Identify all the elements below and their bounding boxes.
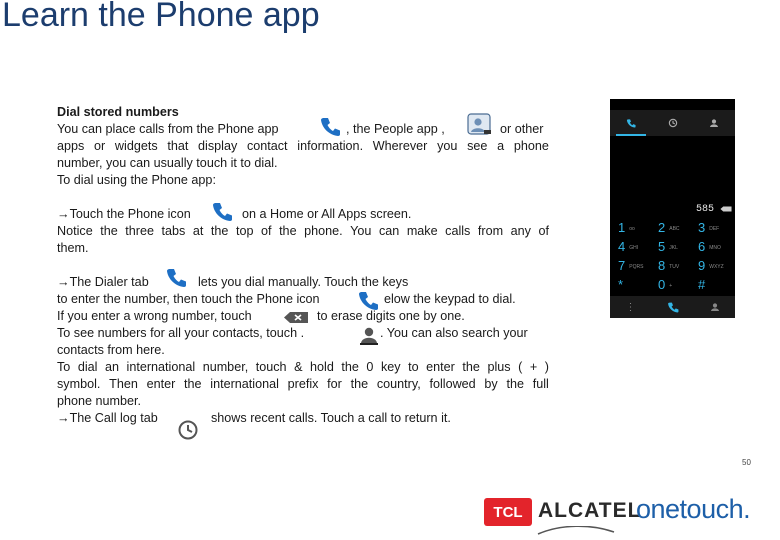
word: a [497,139,505,153]
dial-key[interactable] [698,239,735,257]
text-line: To dial using the Phone app: [57,173,216,187]
dial-key-digit: 4 [618,239,626,254]
word: country, [376,377,421,391]
text-segment: to erase digits one by one. [317,309,465,323]
word: the [279,224,297,238]
word: Wherever [372,139,428,153]
onetouch-wordmark: onetouch. [636,494,751,524]
dial-key-letters: ABC [669,225,680,232]
text-line: number, you can usually touch it to dial. [57,156,278,170]
dialed-number-row [610,201,735,217]
dial-key[interactable] [618,239,656,257]
word: enter [146,377,176,391]
word: & [294,360,303,374]
phone-tabs [610,110,735,136]
dial-key-digit: 8 [658,258,666,273]
word: symbol. [57,377,101,391]
dial-key-letters: WXYZ [709,263,724,270]
slide-title: Learn the Phone app [2,0,320,34]
word: Notice [57,224,93,238]
phone-icon [211,200,233,222]
word: prefix [287,377,319,391]
tcl-badge: TCL [484,498,532,526]
word: tabs [161,224,186,238]
word: ) [544,360,549,374]
alcatel-wordmark: ALCATEL [538,499,642,522]
text-segment: elow the keypad to dial. [384,292,516,306]
text-segment: You can place calls from the Phone app [57,122,279,136]
word: the [210,224,229,238]
text-line-justified [57,359,549,376]
phone-icon [626,118,636,128]
backspace-icon[interactable] [720,205,732,213]
tab-contacts[interactable] [693,110,735,136]
dial-key-letters: DEF [709,225,720,232]
word: calls [445,224,471,238]
word: three [125,224,154,238]
word: or [94,139,106,153]
dial-key-letters: PQRS [629,263,644,270]
word: followed [429,377,476,391]
dial-key-letters: MNO [709,244,721,251]
text-line: phone number. [57,394,142,408]
text-segment: shows recent calls. Touch a call to return it. [211,411,451,425]
dial-key-digit: 3 [698,220,706,235]
call-button-icon[interactable] [667,301,679,313]
text-segment: . You can also search your [380,326,528,340]
dial-key-digit: 5 [658,239,666,254]
dial-key[interactable] [618,220,656,238]
text-segment: or other [500,122,544,136]
slide-body [57,104,549,427]
word: top [235,224,254,238]
menu-icon[interactable]: ⋮ [625,301,636,313]
backspace-icon [283,311,309,324]
word: any [510,224,531,238]
section-heading: Dial stored numbers [57,105,179,119]
text-line: them. [57,241,89,255]
text-line [57,121,549,138]
text-segment: →The Call log tab [57,411,158,425]
dial-key[interactable] [698,277,735,295]
word: the [506,377,524,391]
text-segment: on a Home or All Apps screen. [242,207,412,221]
dial-key[interactable] [658,220,696,238]
word: 0 [366,360,374,374]
text-line-justified [57,138,549,155]
word: from [477,224,504,238]
word: apps [57,139,85,153]
word: make [406,224,438,238]
word: information. [297,139,364,153]
dialed-number: 585 [695,203,714,215]
text-segment: to enter the number, then touch the Phone icon [57,292,320,306]
call-log-icon [177,419,199,441]
dial-key-letters: GHI [629,244,639,251]
word: contact [246,139,288,153]
word: see [467,139,488,153]
word: You [350,224,372,238]
text-line [57,291,549,308]
word: key [380,360,401,374]
word: the [462,360,480,374]
dial-key[interactable] [618,277,656,295]
contacts-icon[interactable] [710,302,720,312]
dial-key-letters: JKL [669,244,678,251]
text-segment: If you enter a wrong number, touch [57,309,252,323]
dial-key-digit: # [698,277,706,292]
text-line [57,325,549,342]
tab-dialer[interactable] [610,110,652,136]
word: to [408,360,419,374]
dial-key-digit: 1 [618,220,626,235]
dialer-tab-icon [165,266,187,288]
word: phone. [304,224,343,238]
word: full [532,377,549,391]
word: widgets [114,139,158,153]
dial-key[interactable] [658,258,696,276]
dial-key[interactable] [658,239,696,257]
text-line-justified [57,376,549,393]
phone-app-icon [319,115,341,137]
word: of [538,224,549,238]
word: international [126,360,196,374]
word: international [210,377,279,391]
word: number, [202,360,249,374]
text-line [57,274,549,291]
word: phone [513,139,549,153]
word: the [100,224,118,238]
dial-key[interactable] [698,258,735,276]
dial-key[interactable] [618,258,656,276]
text-line [57,410,549,427]
word: display [198,139,238,153]
dial-key[interactable] [658,277,696,295]
word: can [378,224,400,238]
word: the [341,360,359,374]
status-bar [610,99,735,110]
dial-key-digit: 6 [698,239,706,254]
brand-logo [484,496,760,532]
word: dial [77,360,98,374]
text-segment: →Touch the Phone icon [57,207,191,221]
word: at [192,224,204,238]
people-app-icon [467,113,493,137]
text-line [57,308,549,325]
dial-key-letters: TUV [669,263,680,270]
word: the [184,377,202,391]
word: Then [109,377,138,391]
contacts-icon [709,118,719,128]
text-segment: lets you dial manually. Touch the keys [198,275,409,289]
dial-key-digit: 0 [658,277,666,292]
word: enter [426,360,455,374]
word: the [350,377,369,391]
dial-key-digit: 2 [658,220,666,235]
dial-key-digit: * [618,277,624,292]
text-segment: To see numbers for all your contacts, touch . [57,326,305,340]
tab-call-log[interactable] [652,110,694,136]
text-segment: , the People app , [346,122,445,136]
logo-swoosh [536,526,616,536]
word: by [484,377,498,391]
word: + [529,360,538,374]
dial-key-digit: 9 [698,258,706,273]
text-line [57,206,549,223]
dial-key-letters: + [669,282,673,289]
word: you [437,139,458,153]
word: ( [518,360,523,374]
text-line-justified [57,223,549,240]
word: that [167,139,189,153]
word: To [57,360,71,374]
dial-key-letters: oo [629,225,635,232]
word: hold [310,360,334,374]
word: an [104,360,119,374]
call-bar [610,296,735,318]
text-line: contacts from here. [57,343,165,357]
word: plus [487,360,511,374]
word: for [327,377,342,391]
word: touch [255,360,287,374]
text-segment: →The Dialer tab [57,275,149,289]
clock-icon [668,118,678,128]
phone-screenshot [610,99,735,318]
dial-key[interactable] [698,220,735,238]
word: of [261,224,272,238]
page-number: 50 [742,458,751,467]
dial-key-digit: 7 [618,258,626,273]
